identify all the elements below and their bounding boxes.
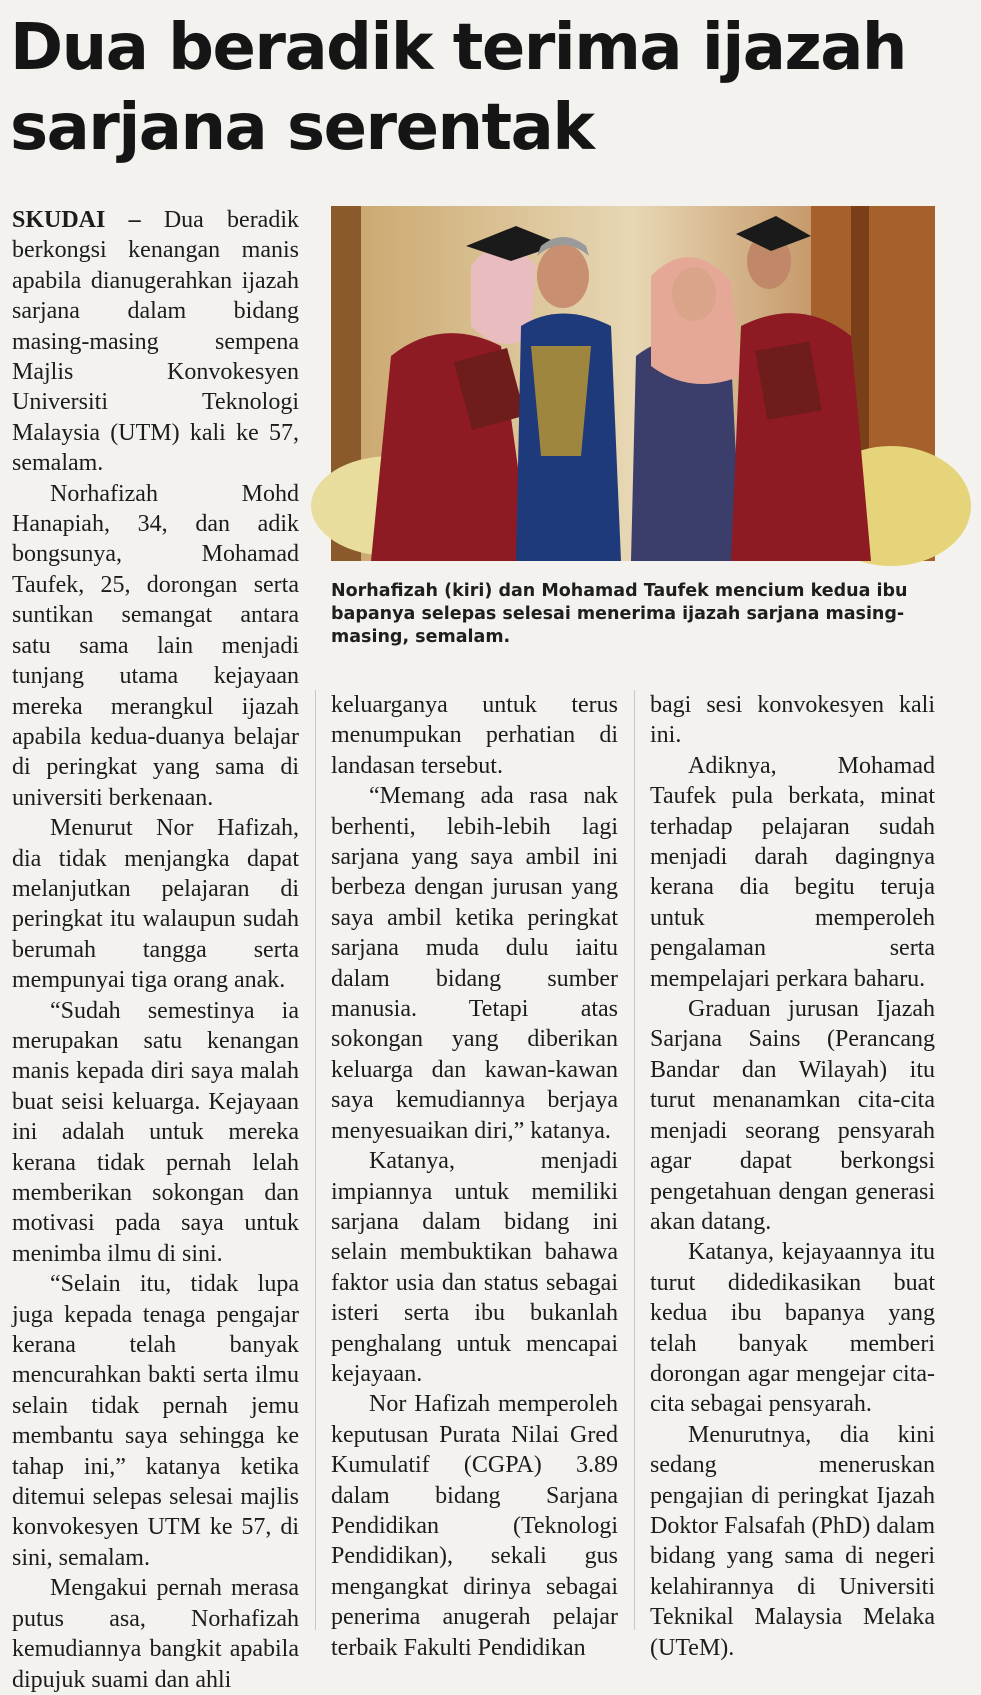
- article-paragraph: “Selain itu, tidak lupa juga kepada tenaga pengajar kerana telah banyak mencurahkan bakti serta ilmu selain tidak pernah jemu membantu saya sehingga ke tahap ini,” katanya ketika ditemui selepas selesai majlis konvokesyen UTM ke 57, di sini, semalam.: [12, 1271, 299, 1571]
- photo-caption: Norhafizah (kiri) dan Mohamad Taufek mencium kedua ibu bapanya selepas selesai menerima ijazah sarjana masing-masing, semalam.: [331, 581, 908, 647]
- column-divider: [634, 690, 635, 1630]
- article-paragraph: Graduan jurusan Ijazah Sarjana Sains (Perancang Bandar dan Wilayah) itu turut menanamkan cita-cita menjadi seorang pensyarah agar dapat berkongsi pengetahuan dengan generasi akan datang.: [650, 996, 935, 1235]
- article-column-2: [331, 690, 618, 1661]
- dateline: SKUDAI –: [12, 207, 141, 233]
- article-paragraph: keluarganya untuk terus menumpukan perhatian di landasan tersebut.: [331, 692, 618, 779]
- article-paragraph: [12, 205, 299, 479]
- article-paragraph: Mengakui pernah merasa putus asa, Norhafizah kemudiannya bangkit apabila dipujuk suami dan ahli: [12, 1575, 299, 1693]
- article-paragraph: Adiknya, Mohamad Taufek pula berkata, minat terhadap pelajaran sudah menjadi darah dagingnya kerana dia begitu teruja untuk memperoleh pengalaman serta mempelajari perkara baharu.: [650, 752, 935, 992]
- paragraph-text: Dua beradik berkongsi kenangan manis apabila dianugerahkan ijazah sarjana dalam bidang masing-masing sempena Majlis Konvokesyen Universiti Teknologi Malaysia (UTM) kali ke 57, semalam.: [12, 207, 300, 477]
- article-paragraph: Menurut Nor Hafizah, dia tidak menjangka dapat melanjutkan pelajaran di peringkat itu walaupun sudah berumah tangga serta mempunyai tiga orang anak.: [12, 815, 299, 994]
- article-paragraph: Nor Hafizah memperoleh keputusan Purata Nilai Gred Kumulatif (CGPA) 3.89 dalam bidang Sarjana Pendidikan (Teknologi Pendidikan), sekali gus mengangkat dirinya sebagai penerima anugerah pelajar terbaik Fakulti Pendidikan: [331, 1391, 618, 1661]
- article-paragraph: Norhafizah Mohd Hanapiah, 34, dan adik bongsunya, Mohamad Taufek, 25, dorongan serta suntikan semangat antara satu sama lain menjadi tunjang utama kejayaan mereka merangkul ijazah apabila kedua-duanya belajar di peringkat yang sama di universiti berkenaan.: [12, 480, 299, 811]
- column-divider: [315, 690, 316, 1630]
- article-paragraph: “Memang ada rasa nak berhenti, lebih-lebih lagi sarjana yang saya ambil ini berbeza dengan jurusan yang saya ambil ketika peringkat sarjana muda dulu iaitu dalam bidang sumber manusia. Tetapi atas sokongan yang diberikan keluarga dan kawan-kawan saya kemudiannya berjaya menyesuaikan diri,” katanya.: [331, 783, 618, 1144]
- article-paragraph: Katanya, kejayaannya itu turut didedikasikan buat kedua ibu bapanya yang telah banyak memberi dorongan agar mengejar cita-cita sebagai pensyarah.: [650, 1239, 935, 1418]
- article-paragraph: Menurutnya, dia kini sedang meneruskan pengajian di peringkat Ijazah Doktor Falsafah (PhD) dalam bidang yang sama di negeri kelahirannya di Universiti Teknikal Malaysia Melaka (UTeM).: [650, 1421, 935, 1661]
- article-paragraph: Katanya, menjadi impiannya untuk memiliki sarjana dalam bidang ini selain membuktikan bahawa faktor usia dan status sebagai isteri serta ibu bukanlah penghalang untuk mencapai kejayaan.: [331, 1148, 618, 1387]
- headline: Dua beradik terima ijazah sarjana serentak: [10, 11, 906, 165]
- article-paragraph: “Sudah semestinya ia merupakan satu kenangan manis kepada diri saya malah buat seisi keluarga. Kejayaan ini adalah untuk mereka kerana tidak pernah lelah memberikan sokongan dan motivasi pada saya untuk menimba ilmu di sini.: [12, 997, 299, 1267]
- graduation-photo: [331, 206, 935, 561]
- article-column-3: [650, 690, 935, 1661]
- article-paragraph: bagi sesi konvokesyen kali ini.: [650, 692, 935, 749]
- article-column-1: [12, 205, 300, 1693]
